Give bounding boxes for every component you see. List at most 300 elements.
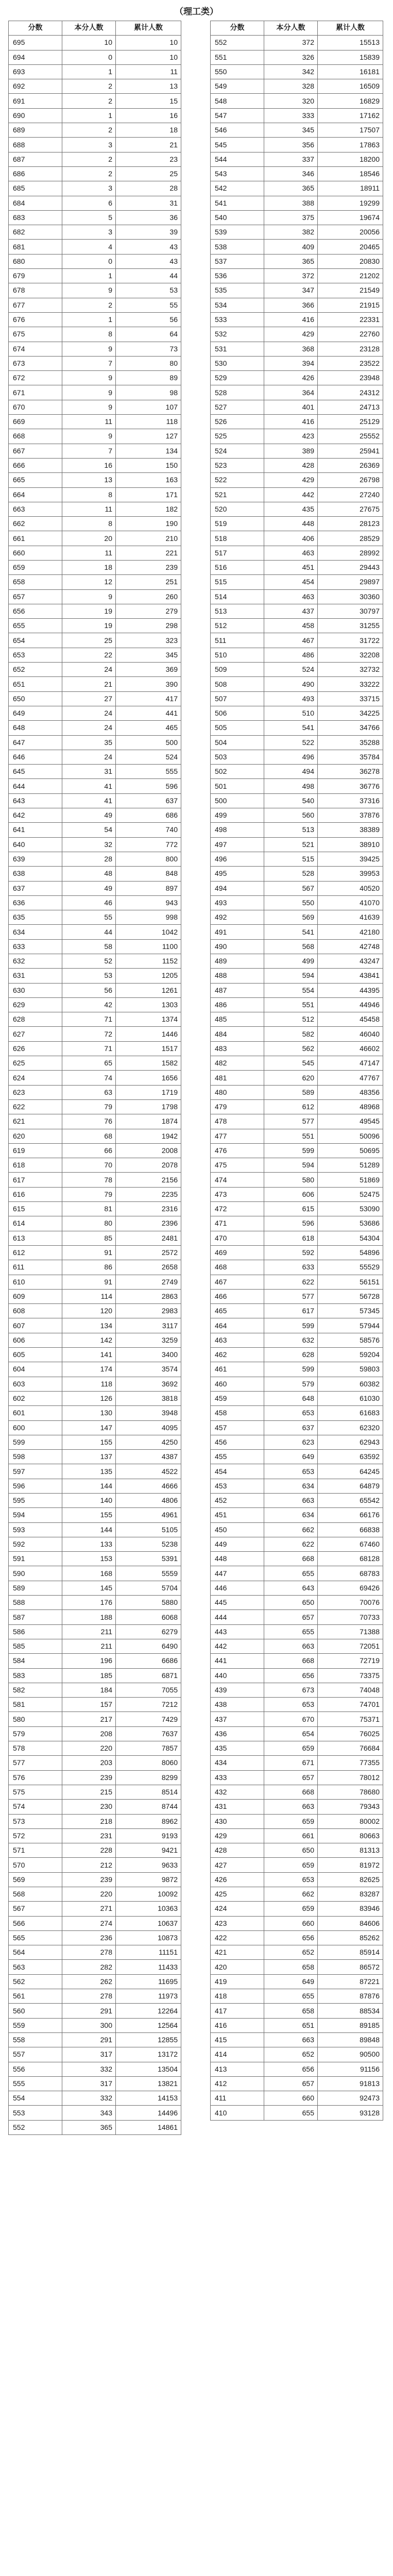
table-row (211, 166, 383, 181)
table-row (9, 604, 181, 618)
score-cell: 449 (211, 1537, 264, 1551)
score-cell: 593 (9, 1522, 62, 1537)
table-row (9, 1143, 181, 1158)
cumulative-cell: 69426 (318, 1581, 383, 1595)
count-cell: 68 (62, 1129, 116, 1143)
count-cell: 120 (62, 1304, 116, 1318)
cumulative-cell: 7429 (116, 1712, 181, 1726)
cumulative-cell: 1100 (116, 939, 181, 954)
score-cell: 537 (211, 254, 264, 268)
cumulative-cell: 20830 (318, 254, 383, 268)
count-cell: 8 (62, 487, 116, 502)
cumulative-cell: 98 (116, 385, 181, 400)
table-row (211, 181, 383, 196)
score-cell: 649 (9, 706, 62, 720)
cumulative-cell: 12564 (116, 2018, 181, 2032)
score-cell: 656 (9, 604, 62, 618)
score-cell: 520 (211, 502, 264, 516)
cumulative-cell: 2396 (116, 1216, 181, 1231)
table-row (211, 473, 383, 487)
count-cell: 620 (264, 1071, 318, 1085)
count-cell: 211 (62, 1639, 116, 1653)
table-row (211, 64, 383, 79)
count-cell: 670 (264, 1712, 318, 1726)
table-row (211, 633, 383, 648)
score-cell: 635 (9, 910, 62, 925)
table-row (211, 939, 383, 954)
cumulative-cell: 21915 (318, 298, 383, 312)
table-row (211, 1450, 383, 1464)
table-row (9, 1508, 181, 1522)
count-cell: 365 (264, 254, 318, 268)
score-cell: 671 (9, 385, 62, 400)
table-row (9, 123, 181, 138)
count-cell: 577 (264, 1114, 318, 1129)
count-cell: 35 (62, 735, 116, 750)
cumulative-cell: 31 (116, 196, 181, 210)
table-row (9, 1187, 181, 1201)
score-cell: 632 (9, 954, 62, 969)
count-cell: 42 (62, 997, 116, 1012)
cumulative-cell: 62320 (318, 1420, 383, 1435)
table-row (211, 1872, 383, 1887)
cumulative-cell: 23948 (318, 371, 383, 385)
score-cell: 487 (211, 983, 264, 997)
score-cell: 618 (9, 1158, 62, 1173)
cumulative-cell: 10873 (116, 1930, 181, 1945)
cumulative-cell: 5238 (116, 1537, 181, 1551)
score-cell: 483 (211, 1041, 264, 1056)
score-cell: 468 (211, 1260, 264, 1275)
table-row (211, 1741, 383, 1756)
score-cell: 547 (211, 108, 264, 123)
score-cell: 419 (211, 1974, 264, 1989)
table-row (9, 152, 181, 166)
cumulative-cell: 64879 (318, 1479, 383, 1493)
table-row (9, 2076, 181, 2091)
count-cell: 463 (264, 589, 318, 604)
table-row (211, 2004, 383, 2018)
table-row (9, 1596, 181, 1610)
score-cell: 527 (211, 400, 264, 414)
count-cell: 79 (62, 1099, 116, 1114)
cumulative-cell: 8514 (116, 1785, 181, 1799)
cumulative-cell: 323 (116, 633, 181, 648)
score-cell: 607 (9, 1318, 62, 1333)
table-row (211, 1552, 383, 1566)
count-cell: 328 (264, 79, 318, 94)
score-cell: 426 (211, 1872, 264, 1887)
column-header-score: 分数 (9, 21, 62, 36)
cumulative-cell: 65542 (318, 1493, 383, 1507)
table-row (211, 910, 383, 925)
count-cell: 372 (264, 36, 318, 50)
cumulative-cell: 1205 (116, 969, 181, 983)
cumulative-cell: 998 (116, 910, 181, 925)
count-cell: 196 (62, 1654, 116, 1668)
count-cell: 663 (264, 1493, 318, 1507)
cumulative-cell: 80002 (318, 1814, 383, 1828)
count-cell: 332 (62, 2062, 116, 2076)
score-cell: 605 (9, 1348, 62, 1362)
cumulative-cell: 84606 (318, 1916, 383, 1930)
score-cell: 623 (9, 1085, 62, 1099)
count-cell: 2 (62, 152, 116, 166)
count-cell: 375 (264, 210, 318, 225)
score-cell: 425 (211, 1887, 264, 1902)
score-cell: 570 (9, 1858, 62, 1872)
count-cell: 615 (264, 1202, 318, 1216)
score-cell: 561 (9, 1989, 62, 2004)
table-row (9, 1814, 181, 1828)
cumulative-cell: 15 (116, 94, 181, 108)
score-cell: 662 (9, 517, 62, 531)
table-row (9, 108, 181, 123)
cumulative-cell: 54896 (318, 1245, 383, 1260)
count-cell: 628 (264, 1348, 318, 1362)
score-cell: 515 (211, 575, 264, 589)
table-row (9, 1916, 181, 1930)
count-cell: 5 (62, 210, 116, 225)
score-cell: 582 (9, 1683, 62, 1697)
cumulative-cell: 55529 (318, 1260, 383, 1275)
count-cell: 63 (62, 1085, 116, 1099)
table-row (211, 1639, 383, 1653)
count-cell: 599 (264, 1318, 318, 1333)
score-cell: 670 (9, 400, 62, 414)
table-row (211, 1406, 383, 1420)
table-row (211, 1420, 383, 1435)
count-cell: 188 (62, 1610, 116, 1624)
score-cell: 531 (211, 342, 264, 356)
count-cell: 671 (264, 1756, 318, 1770)
cumulative-cell: 279 (116, 604, 181, 618)
table-row (9, 1800, 181, 1814)
table-row (211, 1377, 383, 1391)
table-row (211, 1143, 383, 1158)
count-cell: 76 (62, 1114, 116, 1129)
score-cell: 414 (211, 2047, 264, 2062)
table-row (9, 1245, 181, 1260)
count-cell: 12 (62, 575, 116, 589)
cumulative-cell: 62943 (318, 1435, 383, 1449)
cumulative-cell: 9193 (116, 1828, 181, 1843)
count-cell: 3 (62, 181, 116, 196)
cumulative-cell: 107 (116, 400, 181, 414)
count-cell: 342 (264, 64, 318, 79)
score-cell: 429 (211, 1828, 264, 1843)
score-cell: 415 (211, 2032, 264, 2047)
table-row (211, 1260, 383, 1275)
table-row (211, 1916, 383, 1930)
table-row (9, 502, 181, 516)
count-cell: 612 (264, 1099, 318, 1114)
cumulative-cell: 210 (116, 531, 181, 546)
table-row (9, 633, 181, 648)
cumulative-cell: 596 (116, 779, 181, 793)
count-cell: 25 (62, 633, 116, 648)
count-cell: 81 (62, 1202, 116, 1216)
cumulative-cell: 93128 (318, 2106, 383, 2120)
table-row (211, 881, 383, 895)
table-row (9, 1027, 181, 1041)
column-header-cumulative: 累计人数 (116, 21, 181, 36)
cumulative-cell: 16181 (318, 64, 383, 79)
table-row (9, 560, 181, 574)
count-cell: 388 (264, 196, 318, 210)
cumulative-cell: 28529 (318, 531, 383, 546)
table-row (211, 1945, 383, 1960)
count-cell: 656 (264, 1930, 318, 1945)
score-cell: 624 (9, 1071, 62, 1085)
count-cell: 215 (62, 1785, 116, 1799)
table-row (211, 123, 383, 138)
table-row (211, 852, 383, 866)
table-row (211, 1173, 383, 1187)
score-cell: 519 (211, 517, 264, 531)
score-cell: 543 (211, 166, 264, 181)
table-row (9, 1071, 181, 1085)
table-row (9, 969, 181, 983)
cumulative-cell: 82625 (318, 1872, 383, 1887)
score-cell: 663 (9, 502, 62, 516)
count-cell: 91 (62, 1245, 116, 1260)
cumulative-cell: 13821 (116, 2076, 181, 2091)
cumulative-cell: 1874 (116, 1114, 181, 1129)
table-row (211, 1522, 383, 1537)
score-cell: 642 (9, 808, 62, 823)
score-cell: 514 (211, 589, 264, 604)
count-cell: 343 (62, 2106, 116, 2120)
count-cell: 0 (62, 50, 116, 64)
score-cell: 541 (211, 196, 264, 210)
table-row (9, 79, 181, 94)
score-cell: 480 (211, 1085, 264, 1099)
table-row (211, 808, 383, 823)
count-cell: 594 (264, 1158, 318, 1173)
count-cell: 337 (264, 152, 318, 166)
score-cell: 610 (9, 1275, 62, 1289)
cumulative-cell: 10 (116, 36, 181, 50)
table-row (211, 50, 383, 64)
count-cell: 0 (62, 254, 116, 268)
score-cell: 644 (9, 779, 62, 793)
cumulative-cell: 171 (116, 487, 181, 502)
count-cell: 668 (264, 1654, 318, 1668)
cumulative-cell: 740 (116, 823, 181, 837)
cumulative-cell: 17507 (318, 123, 383, 138)
column-header-score: 分数 (211, 21, 264, 36)
cumulative-cell: 57345 (318, 1304, 383, 1318)
score-cell: 557 (9, 2047, 62, 2062)
table-row (211, 1275, 383, 1289)
score-cell: 591 (9, 1552, 62, 1566)
table-row (211, 1902, 383, 1916)
table-row (9, 269, 181, 283)
table-row (9, 1362, 181, 1377)
score-cell: 525 (211, 429, 264, 444)
count-cell: 668 (264, 1785, 318, 1799)
table-row (9, 1610, 181, 1624)
cumulative-cell: 42748 (318, 939, 383, 954)
count-cell: 145 (62, 1581, 116, 1595)
count-cell: 9 (62, 589, 116, 604)
cumulative-cell: 2156 (116, 1173, 181, 1187)
score-cell: 516 (211, 560, 264, 574)
count-cell: 134 (62, 1318, 116, 1333)
cumulative-cell: 56 (116, 312, 181, 327)
score-cell: 523 (211, 458, 264, 472)
table-row (9, 546, 181, 560)
score-cell: 600 (9, 1420, 62, 1435)
score-cell: 625 (9, 1056, 62, 1071)
score-cell: 497 (211, 837, 264, 852)
score-cell: 474 (211, 1173, 264, 1187)
count-cell: 28 (62, 852, 116, 866)
table-row (211, 327, 383, 342)
count-cell: 41 (62, 779, 116, 793)
score-cell: 508 (211, 677, 264, 691)
score-cell: 565 (9, 1930, 62, 1945)
column-header-count: 本分人数 (264, 21, 318, 36)
count-cell: 32 (62, 837, 116, 852)
score-cell: 614 (9, 1216, 62, 1231)
count-cell: 79 (62, 1187, 116, 1201)
table-row (9, 1581, 181, 1595)
score-cell: 683 (9, 210, 62, 225)
table-row (9, 1785, 181, 1799)
table-row (211, 604, 383, 618)
cumulative-cell: 25941 (318, 444, 383, 458)
cumulative-cell: 59204 (318, 1348, 383, 1362)
table-row (9, 1318, 181, 1333)
score-cell: 679 (9, 269, 62, 283)
table-row (9, 1828, 181, 1843)
count-cell: 137 (62, 1450, 116, 1464)
cumulative-cell: 51289 (318, 1158, 383, 1173)
cumulative-cell: 772 (116, 837, 181, 852)
cumulative-cell: 369 (116, 663, 181, 677)
score-cell: 584 (9, 1654, 62, 1668)
count-cell: 48 (62, 867, 116, 881)
cumulative-cell: 8060 (116, 1756, 181, 1770)
table-row (211, 487, 383, 502)
table-row (211, 2106, 383, 2120)
count-cell: 2 (62, 166, 116, 181)
table-row (9, 166, 181, 181)
cumulative-cell: 18546 (318, 166, 383, 181)
table-row (9, 181, 181, 196)
count-cell: 659 (264, 1814, 318, 1828)
cumulative-cell: 70733 (318, 1610, 383, 1624)
count-cell: 2 (62, 79, 116, 94)
cumulative-cell: 28 (116, 181, 181, 196)
count-cell: 435 (264, 502, 318, 516)
score-cell: 558 (9, 2032, 62, 2047)
score-cell: 672 (9, 371, 62, 385)
score-cell: 491 (211, 925, 264, 939)
score-cell: 534 (211, 298, 264, 312)
cumulative-cell: 38910 (318, 837, 383, 852)
count-cell: 282 (62, 1960, 116, 1974)
count-cell: 594 (264, 969, 318, 983)
cumulative-cell: 92473 (318, 2091, 383, 2106)
column-header-count: 本分人数 (62, 21, 116, 36)
count-cell: 365 (264, 181, 318, 196)
cumulative-cell: 66838 (318, 1522, 383, 1537)
table-row (9, 1041, 181, 1056)
count-cell: 364 (264, 385, 318, 400)
table-row (211, 1464, 383, 1479)
table-row (211, 706, 383, 720)
cumulative-cell: 73 (116, 342, 181, 356)
cumulative-cell: 1303 (116, 997, 181, 1012)
cumulative-cell: 4522 (116, 1464, 181, 1479)
table-row (9, 2047, 181, 2062)
count-cell: 654 (264, 1726, 318, 1741)
count-cell: 24 (62, 663, 116, 677)
cumulative-cell: 5105 (116, 1522, 181, 1537)
count-cell: 494 (264, 765, 318, 779)
score-cell: 528 (211, 385, 264, 400)
score-cell: 603 (9, 1377, 62, 1391)
cumulative-cell: 27240 (318, 487, 383, 502)
cumulative-cell: 89 (116, 371, 181, 385)
table-row (211, 1099, 383, 1114)
table-row (9, 2106, 181, 2120)
score-cell: 504 (211, 735, 264, 750)
score-cell: 437 (211, 1712, 264, 1726)
score-cell: 471 (211, 1216, 264, 1231)
cumulative-cell: 3692 (116, 1377, 181, 1391)
score-cell: 602 (9, 1391, 62, 1405)
count-cell: 71 (62, 1041, 116, 1056)
cumulative-cell: 16829 (318, 94, 383, 108)
cumulative-cell: 3400 (116, 1348, 181, 1362)
score-cell: 681 (9, 240, 62, 254)
count-cell: 582 (264, 1027, 318, 1041)
cumulative-cell: 28123 (318, 517, 383, 531)
table-row (9, 1012, 181, 1027)
table-row (9, 1522, 181, 1537)
table-row (9, 1843, 181, 1858)
score-cell: 486 (211, 997, 264, 1012)
score-cell: 588 (9, 1596, 62, 1610)
cumulative-cell: 4387 (116, 1450, 181, 1464)
count-cell: 155 (62, 1508, 116, 1522)
cumulative-cell: 20056 (318, 225, 383, 240)
table-row (9, 385, 181, 400)
count-cell: 2 (62, 94, 116, 108)
count-cell: 458 (264, 619, 318, 633)
cumulative-cell: 31255 (318, 619, 383, 633)
table-row (211, 1362, 383, 1377)
cumulative-cell: 53090 (318, 1202, 383, 1216)
cumulative-cell: 4250 (116, 1435, 181, 1449)
cumulative-cell: 1582 (116, 1056, 181, 1071)
score-cell: 493 (211, 895, 264, 910)
count-cell: 8 (62, 327, 116, 342)
cumulative-cell: 42180 (318, 925, 383, 939)
count-cell: 599 (264, 1143, 318, 1158)
count-cell: 155 (62, 1435, 116, 1449)
cumulative-cell: 20465 (318, 240, 383, 254)
cumulative-cell: 77355 (318, 1756, 383, 1770)
cumulative-cell: 36776 (318, 779, 383, 793)
table-row (211, 1202, 383, 1216)
count-cell: 437 (264, 604, 318, 618)
table-row (9, 196, 181, 210)
